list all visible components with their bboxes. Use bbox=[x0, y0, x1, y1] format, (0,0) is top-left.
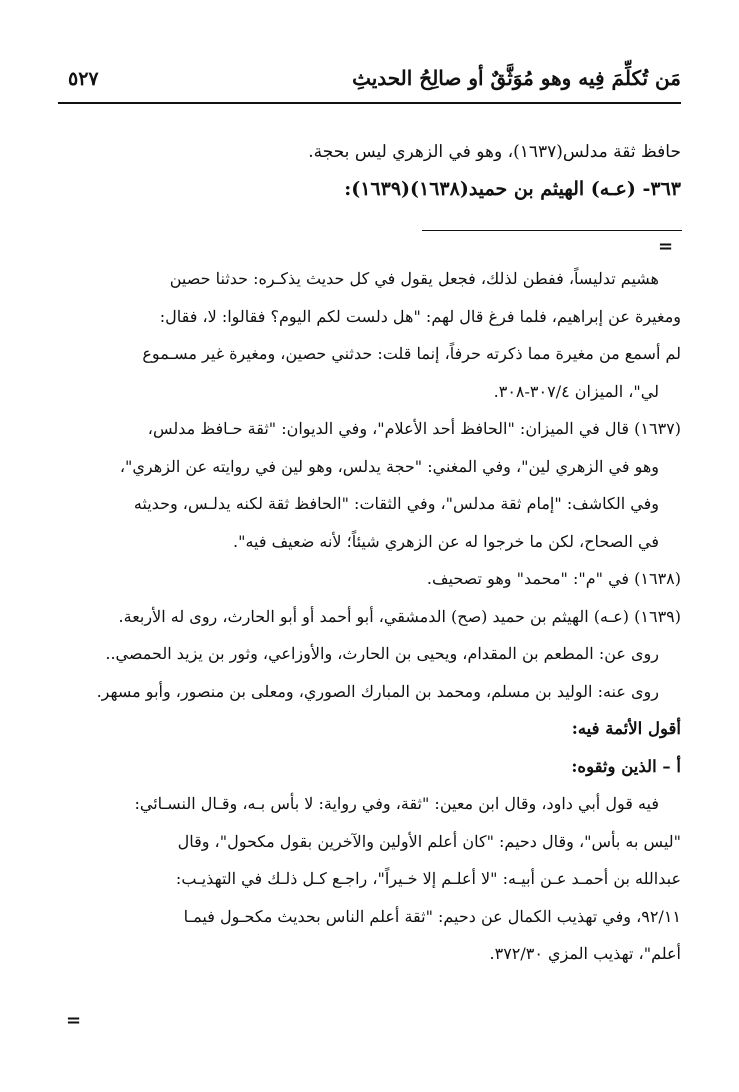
footnote-1637-line: في الصحاح، لكن ما خرجوا له عن الزهري شيئاً؛ لأنه ضعيف فيه". bbox=[233, 531, 659, 551]
footnote-1639-line: روى عنه: الوليد بن مسلم، ومحمد بن المبارك الصوري، ومعلى بن منصور، وأبو مسهر. bbox=[96, 681, 659, 701]
footnote-subheading: أ – الذين وثقوه: bbox=[571, 756, 681, 776]
footnote-cont-line: لي"، الميزان ٣٠٧/٤-٣٠٨. bbox=[493, 381, 659, 401]
continuation-mark-bottom: = bbox=[66, 1010, 82, 1031]
footnote-1639-para-line: ٩٢/١١، وفي تهذيب الكمال عن دحيم: "ثقة أعلم الناس بحديث مكحـول فيمـا bbox=[183, 906, 681, 926]
footnote-cont-line: ومغيرة عن إبراهيم، فلما فرغ قال لهم: "هل دلست لكم اليوم؟ فقالوا: لا، فقال: bbox=[159, 306, 681, 326]
footnote-cont-line: هشيم تدليساً، ففطن لذلك، فجعل يقول في كل حديث يذكـره: حدثنا حصين bbox=[169, 269, 659, 288]
continuation-mark-top: = bbox=[658, 236, 674, 257]
footnote-1639-para-line: أعلم"، تهذيب المزي ٣٧٢/٣٠. bbox=[489, 944, 681, 963]
footnote-1637-line: (١٦٣٧) قال في الميزان: "الحافظ أحد الأعلام"، وفي الديوان: "ثقة حـافظ مدلس، bbox=[147, 419, 681, 438]
running-header bbox=[58, 62, 681, 104]
footnote-1639-para-line: عبدالله بن أحمـد عـن أبيـه: "لا أعلـم إلا خـيراً"، راجـع كـل ذلـك في التهذيـب: bbox=[175, 869, 681, 888]
page-number: ٥٢٧ bbox=[68, 68, 99, 90]
footnote-1639-line: (١٦٣٩) (عـه) الهيثم بن حميد (صح) الدمشقي، أبو أحمد أو أبو الحارث، روى له الأربعة. bbox=[118, 606, 681, 626]
footnotes bbox=[58, 260, 681, 973]
footnote-subheading: أقول الأئمة فيه: bbox=[571, 719, 681, 738]
footnote-1638: (١٦٣٨) في "م": "محمد" وهو تصحيف. bbox=[426, 569, 681, 588]
footnote-1639-line: روى عن: المطعم بن المقدام، ويحيى بن الحارث، والأوزاعي، وثور بن يزيد الحمصي.. bbox=[105, 644, 659, 663]
running-title: مَن تُكلِّمَ فِيه وهو مُوَثَّقٌ أو صالِحُ الحديثِ bbox=[352, 66, 681, 90]
footnote-1637-line: وهو في الزهري لين"، وفي المغني: "حجة يدلس، وهو لين في روايته عن الزهري"، bbox=[119, 456, 659, 476]
footnote-1639-para-line: فيه قول أبي داود، وقال ابن معين: "ثقة، وفي رواية: لا بأس بـه، وقـال النسـائي: bbox=[134, 794, 659, 813]
footnote-1639-para-line: "ليس به بأس"، وقال دحيم: "كان أعلم الأولين والآخرين بقول مكحول"، وقال bbox=[177, 831, 681, 851]
footnote-1637-line: وفي الكاشف: "إمام ثقة مدلس"، وفي الثقات: "الحافظ ثقة لكنه يدلـس، وحديثه bbox=[133, 494, 659, 513]
footnote-separator bbox=[422, 230, 682, 231]
entry-heading: ٣٦٣- (عـه) الهيثم بن حميد(١٦٣٨)(١٦٣٩): bbox=[344, 178, 681, 200]
footnote-cont-line: لم أسمع من مغيرة مما ذكرته حرفاً، إنما قلت: حدثني حصين، ومغيرة غير مسـموع bbox=[142, 344, 681, 363]
main-text-line: حافظ ثقة مدلس(١٦٣٧)، وهو في الزهري ليس بحجة. bbox=[308, 142, 681, 162]
